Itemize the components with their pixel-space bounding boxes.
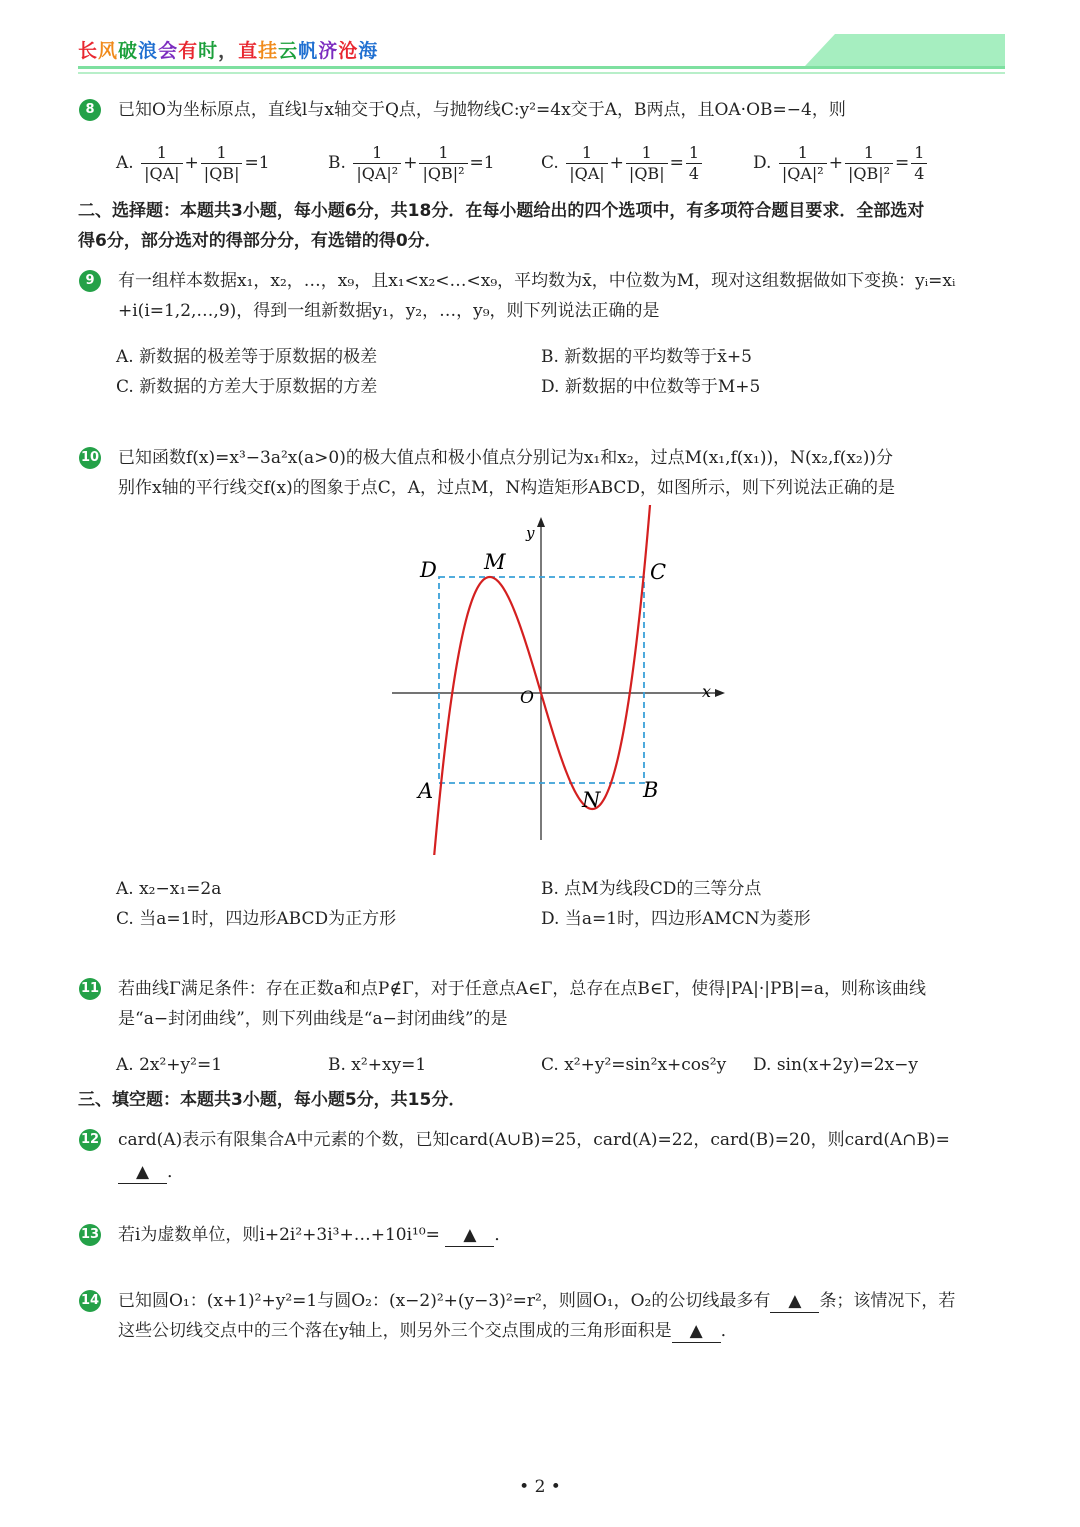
- question-number-12: 12: [79, 1129, 101, 1151]
- slogan-char: 济: [318, 40, 339, 62]
- y-axis-arrow-icon: [537, 517, 545, 527]
- slogan-char: 时: [198, 40, 219, 62]
- q9-option-b[interactable]: B. 新数据的平均数等于x̄+5: [541, 347, 752, 367]
- q10-stem-line2: 别作x轴的平行线交f(x)的图象于点C，A，过点M，N构造矩形ABCD，如图所示，则下列说法正确的是: [118, 478, 896, 498]
- label-d: D: [420, 558, 437, 582]
- q10-figure: [380, 505, 740, 855]
- slogan-char: 直: [238, 40, 259, 62]
- q14-answer-blank-2[interactable]: ▲: [672, 1320, 721, 1343]
- label-y: y: [526, 524, 535, 542]
- page-header: [78, 30, 1005, 70]
- section2-heading-line1: 二、选择题：本题共3小题，每小题6分，共18分．在每小题给出的四个选项中，有多项符合题目要求．全部选对: [78, 201, 925, 221]
- q9-stem-line1: 有一组样本数据x₁，x₂，…，x₉，且x₁<x₂<…<x₉，平均数为x̄，中位数为M，现对这组数据做如下变换：yᵢ=xᵢ: [118, 271, 956, 291]
- question-number-13: 13: [79, 1224, 101, 1246]
- q10-option-c[interactable]: C. 当a=1时，四边形ABCD为正方形: [116, 909, 397, 929]
- slogan-char: 有: [178, 40, 199, 62]
- label-a: A: [418, 779, 434, 803]
- q11-stem-line1: 若曲线Γ满足条件：存在正数a和点P∉Γ，对于任意点A∈Γ，总存在点B∈Γ，使得|PA|·|PB|=a，则称该曲线: [118, 979, 927, 999]
- question-number-8: 8: [79, 99, 101, 121]
- slogan-char: 沧: [338, 40, 359, 62]
- header-rule: [78, 66, 1005, 69]
- q10-stem-line1: 已知函数f(x)=x³−3a²x(a>0)的极大值点和极小值点分别记为x₁和x₂，过点M(x₁,f(x₁))，N(x₂,f(x₂))分: [118, 448, 893, 468]
- q12-answer-blank[interactable]: ▲: [118, 1161, 167, 1184]
- q11-option-a[interactable]: A. 2x²+y²=1: [116, 1055, 223, 1075]
- label-x: x: [702, 682, 712, 701]
- label-n: N: [582, 788, 601, 812]
- q13-stem: 若i为虚数单位，则i+2i²+3i³+…+10i¹⁰= ▲ ．: [118, 1225, 512, 1245]
- slogan-char: 挂: [258, 40, 279, 62]
- q8-stem: 已知O为坐标原点，直线l与x轴交于Q点，与抛物线C:y²=4x交于A，B两点，且OA·OB=−4，则: [118, 100, 846, 120]
- label-m: M: [484, 550, 506, 574]
- q10-option-a[interactable]: A. x₂−x₁=2a: [116, 879, 222, 899]
- q9-stem-line2: +i(i=1,2,…,9)，得到一组新数据y₁，y₂，…，y₉，则下列说法正确的是: [118, 301, 660, 321]
- question-number-11: 11: [79, 978, 101, 1000]
- x-axis-arrow-icon: [715, 689, 725, 697]
- q12-answer-line: ▲ ．: [118, 1158, 184, 1186]
- q8-option-a[interactable]: A. $\frac{1}{|QA|}$ + $\frac{1}{|QB|}$ =1: [116, 143, 270, 183]
- question-number-10: 10: [79, 447, 101, 469]
- q11-stem-line2: 是“a−封闭曲线”，则下列曲线是“a−封闭曲线”的是: [118, 1009, 508, 1029]
- q10-option-d[interactable]: D. 当a=1时，四边形AMCN为菱形: [541, 909, 811, 929]
- section3-heading: 三、填空题：本题共3小题，每小题5分，共15分．: [78, 1090, 466, 1110]
- q13-answer-blank[interactable]: ▲: [445, 1224, 494, 1247]
- slogan-char: 帆: [298, 40, 319, 62]
- q12-stem: card(A)表示有限集合A中元素的个数，已知card(A∪B)=25，card(A)=22，card(B)=20，则card(A∩B)=: [118, 1130, 950, 1150]
- header-decoration: [805, 34, 1005, 66]
- q11-option-d[interactable]: D. sin(x+2y)=2x−y: [753, 1055, 918, 1075]
- slogan-char: 云: [278, 40, 299, 62]
- header-slogan: [78, 36, 378, 63]
- slogan-char: 风: [98, 40, 119, 62]
- label-o: O: [520, 688, 534, 708]
- q9-option-a[interactable]: A. 新数据的极差等于原数据的极差: [116, 347, 378, 367]
- slogan-char: 破: [118, 40, 139, 62]
- q9-option-c[interactable]: C. 新数据的方差大于原数据的方差: [116, 377, 378, 397]
- slogan-char: 海: [358, 40, 379, 62]
- q11-option-b[interactable]: B. x²+xy=1: [328, 1055, 427, 1075]
- question-number-14: 14: [79, 1290, 101, 1312]
- slogan-char: 会: [158, 40, 179, 62]
- slogan-char: ，: [218, 40, 239, 62]
- question-number-9: 9: [79, 270, 101, 292]
- label-b: B: [643, 778, 659, 802]
- q8-option-c[interactable]: C. $\frac{1}{|QA|}$ + $\frac{1}{|QB|}$ = $\frac{1}{4}$: [541, 143, 704, 184]
- q14-stem-line2: 这些公切线交点中的三个落在y轴上，则另外三个交点围成的三角形面积是 ▲ ．: [118, 1321, 738, 1341]
- page-number: • 2 •: [519, 1477, 561, 1497]
- q11-option-c[interactable]: C. x²+y²=sin²x+cos²y: [541, 1055, 727, 1075]
- slogan-char: 长: [78, 40, 99, 62]
- label-c: C: [650, 560, 667, 584]
- q10-option-b[interactable]: B. 点M为线段CD的三等分点: [541, 879, 762, 899]
- q14-answer-blank-1[interactable]: ▲: [770, 1290, 819, 1313]
- q14-stem-line1: 已知圆O₁：(x+1)²+y²=1与圆O₂：(x−2)²+(y−3)²=r²，则圆O₁，O₂的公切线最多有 ▲ 条；该情况下，若: [118, 1291, 956, 1311]
- section2-heading-line2: 得6分，部分选对的得部分分，有选错的得0分．: [78, 231, 442, 251]
- slogan-char: 浪: [138, 40, 159, 62]
- header-rule-thin: [78, 72, 1005, 74]
- q9-option-d[interactable]: D. 新数据的中位数等于M+5: [541, 377, 761, 397]
- q8-option-b[interactable]: B. $\frac{1}{\text{|QA|²}}$ + $\frac{1}{\text{|QB|²}}$ =1: [328, 143, 495, 183]
- q8-option-d[interactable]: D. $\frac{1}{\text{|QA|²}}$ + $\frac{1}{\text{|QB|²}}$ = $\frac{1}{4}$: [753, 143, 929, 184]
